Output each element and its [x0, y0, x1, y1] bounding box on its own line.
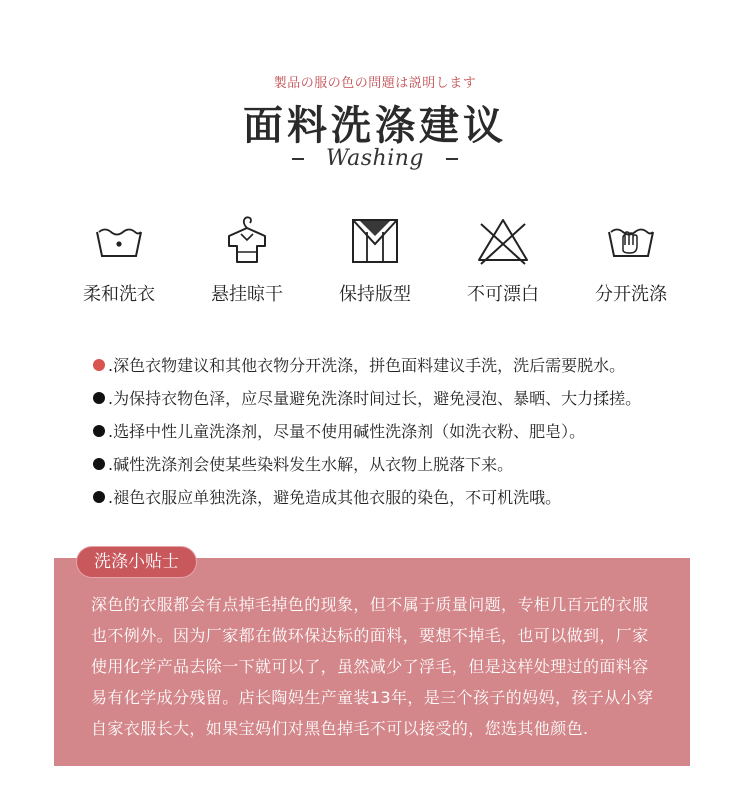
list-item-text: .深色衣物建议和其他衣物分开洗涤，拼色面料建议手洗，洗后需要脱水。 [108, 356, 626, 375]
separate-wash-icon [601, 212, 661, 268]
care-label-no-bleach: 不可漂白 [467, 284, 539, 305]
list-item [93, 480, 713, 513]
bullet-dot [93, 491, 105, 503]
gentle-wash-icon [89, 212, 149, 268]
care-item-hang-dry [183, 212, 311, 306]
script-subtitle: Washing [325, 146, 425, 171]
script-row [0, 146, 750, 171]
care-item-separate-wash [567, 212, 695, 306]
care-item-no-bleach [439, 212, 567, 306]
left-dash [292, 158, 304, 160]
tips-body: 深色的衣服都会有点掉毛掉色的现象，但不属于质量问题，专柜几百元的衣服 也不例外。因为厂家都在做环保达标的面料，要想不掉毛，也可以做到，厂家 使用化学产品去除一下就可以了，虽然减少了浮毛，但是这样处理过的面料容 易有化学成分残留。店长陶妈生产童装13年，是三个孩子的妈妈，孩子从小穿 自家衣服长大，如果宝妈们对黑色掉毛不可以接受的，您选其他颜色. [91, 595, 654, 738]
care-item-gentle-wash [55, 212, 183, 306]
list-item-text: .碱性洗涤剂会使某些染料发生水解，从衣物上脱落下来。 [108, 455, 514, 474]
bullet-dot [93, 425, 105, 437]
header-subtitle: 製品の服の色の問題は説明します [273, 76, 477, 91]
no-bleach-icon [473, 212, 533, 268]
care-icons-row [55, 212, 695, 306]
bullet-dot [93, 359, 105, 371]
list-item [93, 348, 713, 381]
care-label-separate-wash: 分开洗涤 [595, 284, 667, 305]
list-item-text: .选择中性儿童洗涤剂，尽量不使用碱性洗涤剂（如洗衣粉、肥皂）。 [108, 422, 586, 441]
list-item-text: .褪色衣服应单独洗涤，避免造成其他衣服的染色，不可机洗哦。 [108, 488, 562, 507]
list-item [93, 414, 713, 447]
care-label-keep-shape: 保持版型 [339, 284, 411, 305]
care-label-hang-dry: 悬挂晾干 [211, 284, 283, 305]
tips-badge: 洗涤小贴士 [77, 547, 196, 577]
care-label-gentle-wash: 柔和洗衣 [83, 284, 155, 305]
keep-shape-icon [345, 212, 405, 268]
bullet-dot [93, 392, 105, 404]
washing-tips-list [93, 348, 713, 513]
page-title: 面料洗涤建议 [243, 103, 507, 149]
hang-dry-icon [217, 212, 277, 268]
list-item [93, 447, 713, 480]
bullet-dot [93, 458, 105, 470]
right-dash [446, 158, 458, 160]
list-item [93, 381, 713, 414]
list-item-text: .为保持衣物色泽，应尽量避免洗涤时间过长，避免浸泡、暴晒、大力揉搓。 [108, 389, 642, 408]
care-item-keep-shape [311, 212, 439, 306]
